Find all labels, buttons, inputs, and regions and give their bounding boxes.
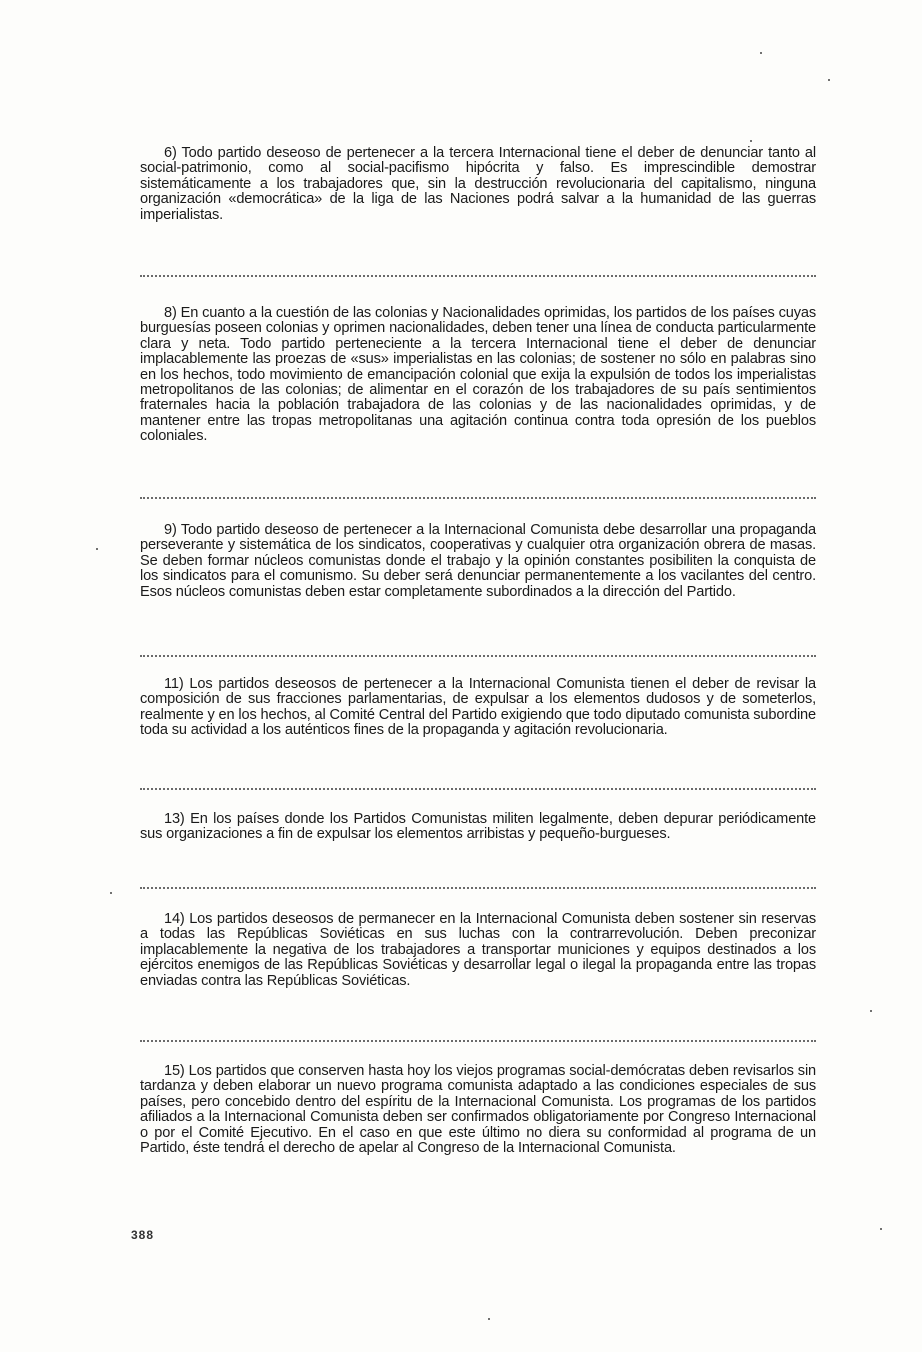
scan-speck — [880, 1228, 882, 1230]
paragraph-6: 6) Todo partido deseoso de pertenecer a la tercera Internacional tiene el deber de denunciar tanto al social-patrimonio, como al social-pacifismo hipócrita y falso. Es imprescindible demostrar sistemáticamente a los trabajadores que, sin la destrucción revolucionaria del capitalismo, ninguna organización «democrática» de la liga de las Naciones podrá salvar a la humanidad de las guerras imperialistas. — [140, 145, 816, 223]
dotted-separator — [140, 497, 816, 499]
paragraph-11: 11) Los partidos deseosos de pertenecer a la Internacional Comunista tienen el deber de revisar la composición de sus fracciones parlamentarias, de expulsar a los elementos dudosos y de someterlos, realmente y en los hechos, al Comité Central del Partido exigiendo que todo diputado comunista subordine toda su actividad a los auténticos fines de la propaganda y agitación revolucionaria. — [140, 676, 816, 739]
scan-speck — [760, 52, 762, 54]
scan-speck — [96, 548, 98, 550]
scan-speck — [870, 1010, 872, 1012]
paragraph-13: 13) En los países donde los Partidos Comunistas militen legalmente, deben depurar periódicamente sus organizaciones a fin de expulsar los elementos arribistas y pequeño-burgueses. — [140, 811, 816, 843]
scan-speck — [488, 1318, 490, 1320]
page-number: 388 — [131, 1228, 155, 1242]
dotted-separator — [140, 1040, 816, 1042]
paragraph-14: 14) Los partidos deseosos de permanecer en la Internacional Comunista deben sostener sin reservas a todas las Repúblicas Soviéticas en sus luchas con la contrarrevolución. Deben preconizar implacablemente la negativa de los trabajadores a transportar municiones y equipos destinados a los ejércitos enemigos de las Repúblicas Soviéticas y desarrollar legal o ilegal la propaganda entre las tropas enviadas contra las Repúblicas Soviéticas. — [140, 911, 816, 989]
dotted-separator — [140, 655, 816, 657]
dotted-separator — [140, 788, 816, 790]
paragraph-15: 15) Los partidos que conserven hasta hoy los viejos programas social-demócratas deben revisarlos sin tardanza y deben elaborar un nuevo programa comunista adaptado a las condiciones especiales de sus países, pero concebido dentro del espíritu de la Internacional Comunista. Los programas de los partidos afiliados a la Internacional Comunista deben ser confirmados obligatoriamente por Congreso Internacional o por el Comité Ejecutivo. En el caso en que este último no diera su conformidad al programa de un Partido, éste tendrá el derecho de apelar al Congreso de la Internacional Comunista. — [140, 1063, 816, 1157]
scan-speck — [828, 79, 830, 81]
dotted-separator — [140, 275, 816, 277]
scan-speck — [750, 140, 752, 142]
dotted-separator — [140, 887, 816, 889]
paragraph-9: 9) Todo partido deseoso de pertenecer a la Internacional Comunista debe desarrollar una propaganda perseverante y sistemática de los sindicatos, cooperativas y cualquier otra organización obrera de masas. Se deben formar núcleos comunistas donde el trabajo y la opinión constantes posibiliten la conquista de los sindicatos para el comunismo. Su deber será denunciar permanentemente a los vacilantes del centro. Esos núcleos comunistas deben estar completamente subordinados a la dirección del Partido. — [140, 522, 816, 600]
scan-speck — [110, 892, 112, 894]
paragraph-8: 8) En cuanto a la cuestión de las colonias y Nacionalidades oprimidas, los partidos de los países cuyas burguesías poseen colonias y oprimen nacionalidades, deben tener una línea de conducta particularmente clara y neta. Todo partido perteneciente a la tercera Internacional tiene el deber de denunciar implacablemente las proezas de «sus» imperialistas en las colonias; de sostener no sólo en palabras sino en los hechos, todo movimiento de emancipación colonial que exija la expulsión de todos los imperialistas metropolitanos de las colonias; de alimentar en el corazón de los trabajadores de su país sentimientos fraternales hacia la población trabajadora de las colonias y de las nacionalidades oprimidas, y de mantener entre las tropas metropolitanas una agitación continua contra toda opresión de los pueblos coloniales. — [140, 305, 816, 445]
